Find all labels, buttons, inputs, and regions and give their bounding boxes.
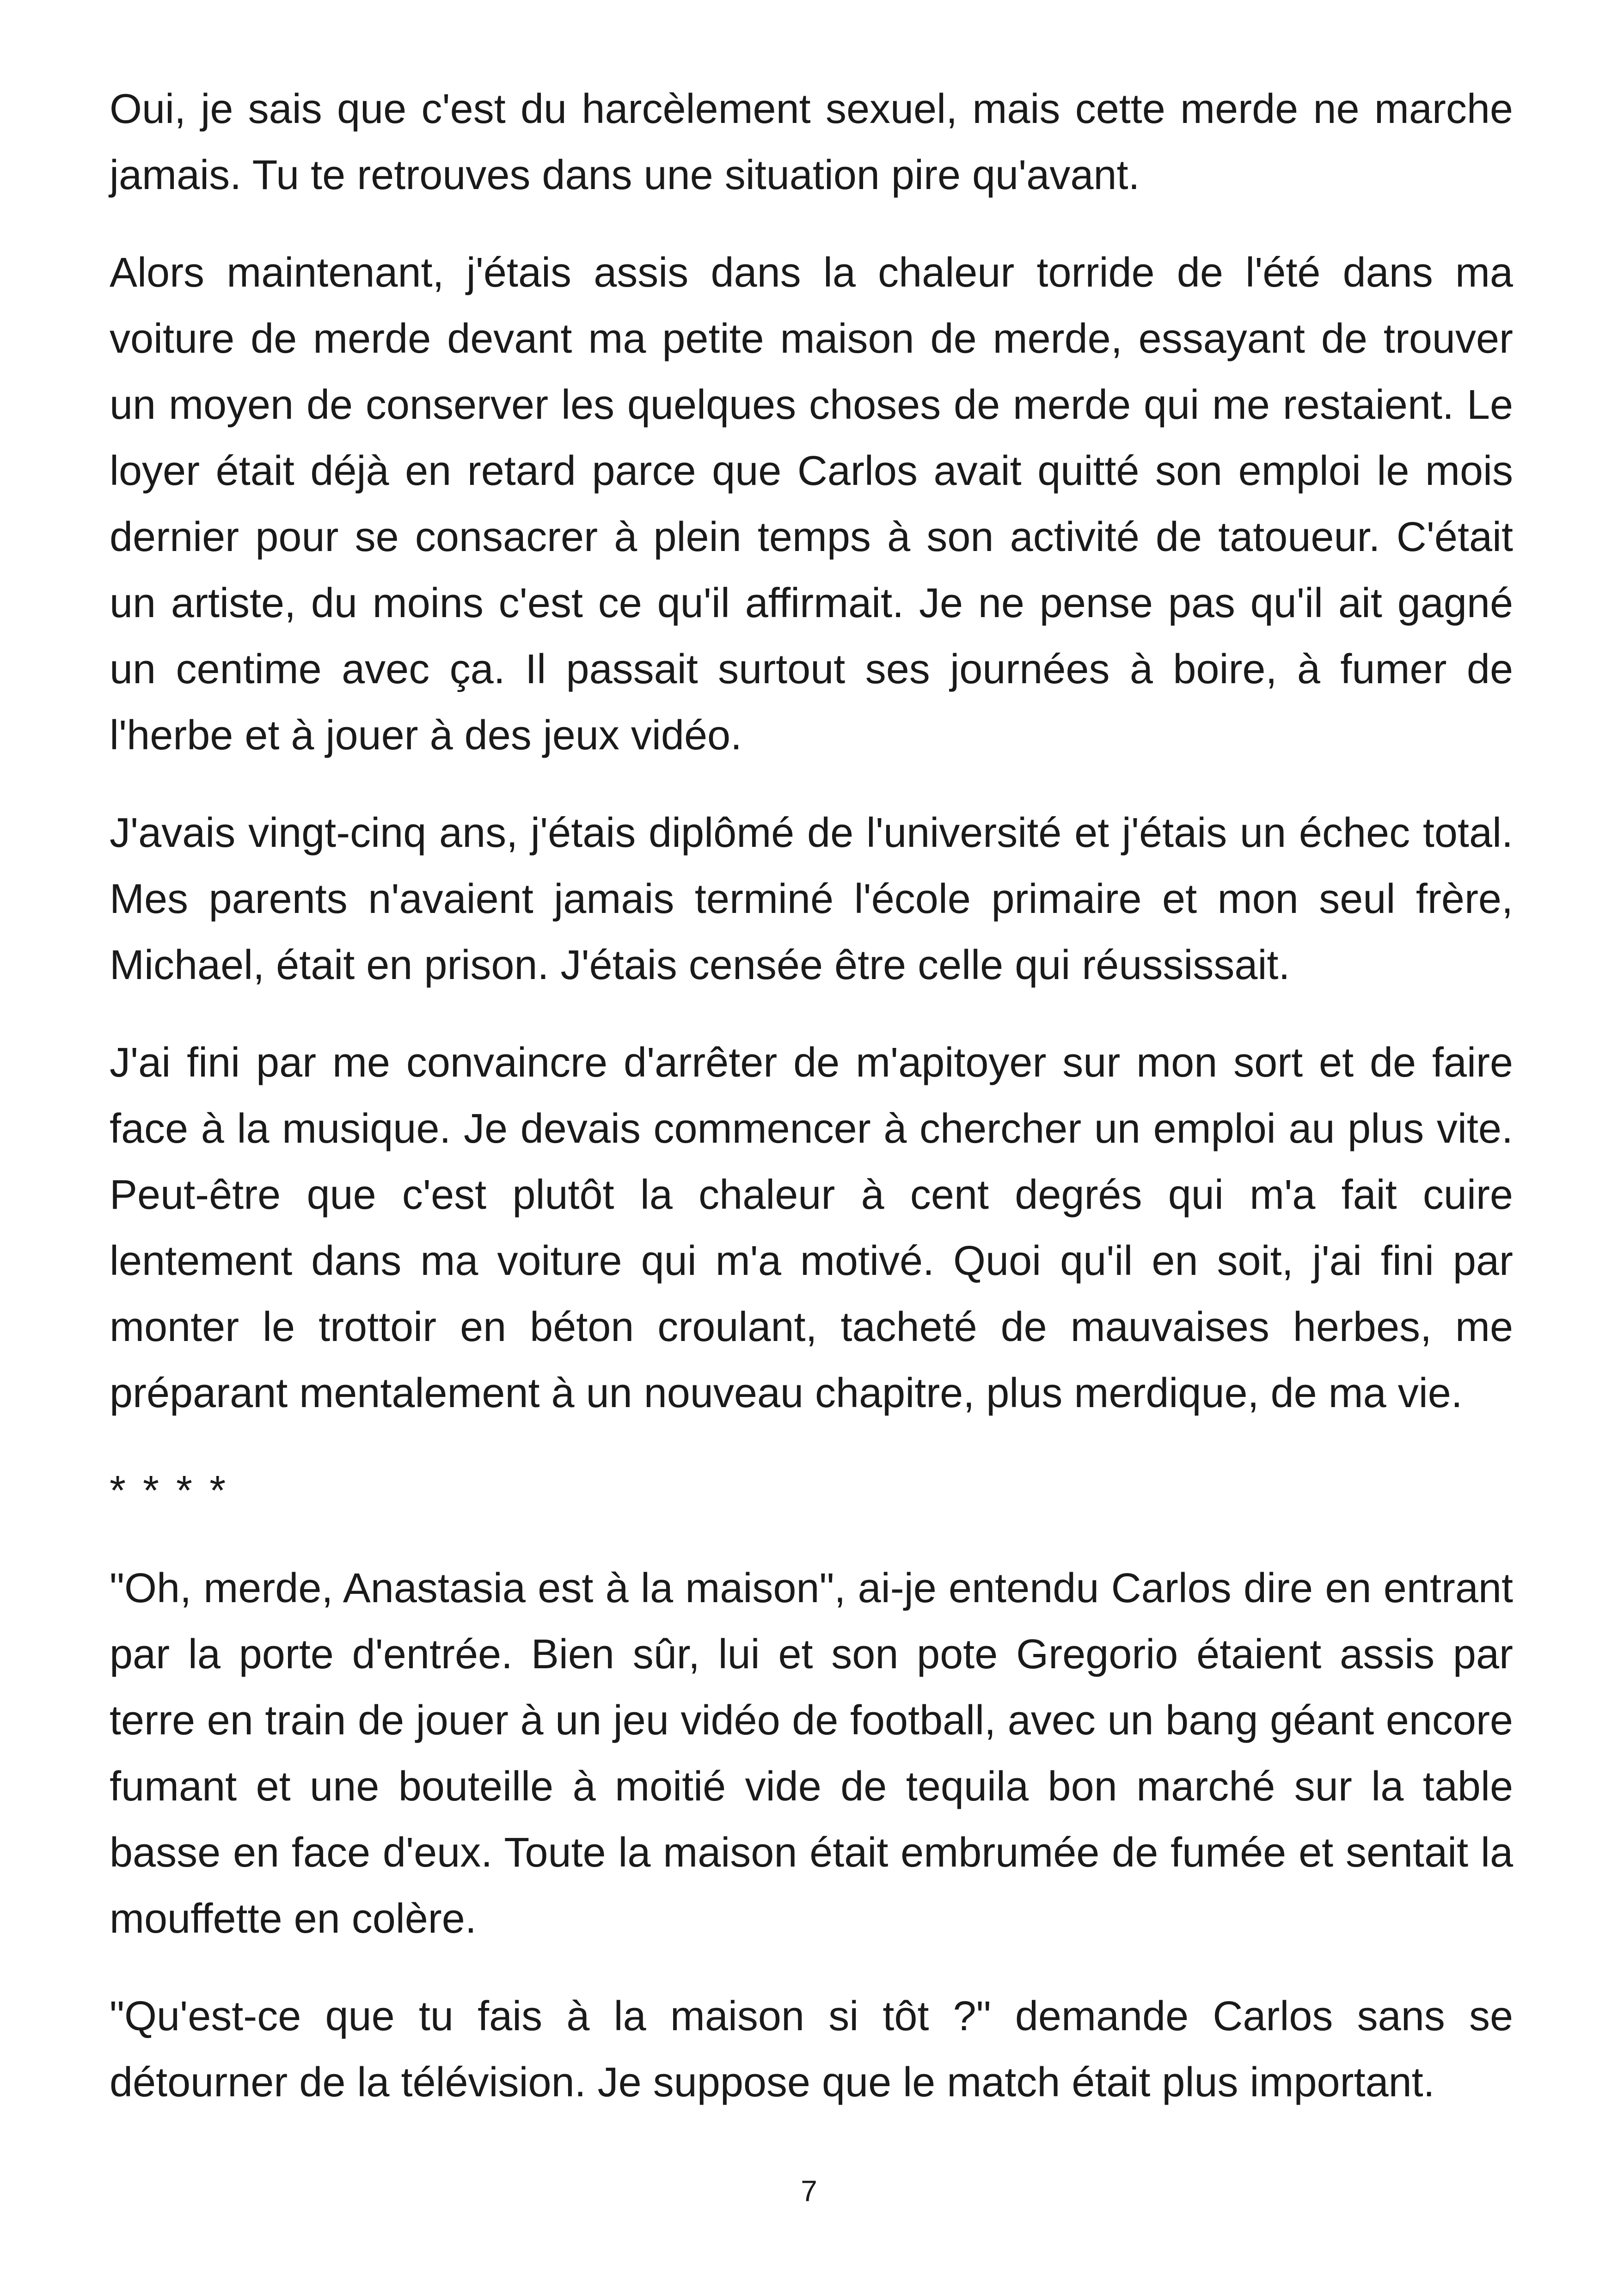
body-text <box>110 76 1513 2116</box>
paragraph-car-outside-house: Alors maintenant, j'étais assis dans la chaleur torride de l'été dans ma voiture de merde devant ma petite maison de merde, essayant de trouver un moyen de conserver les quelques choses de merde qui me restaient. Le loyer était déjà en retard parce que Carlos avait quitté son emploi le mois dernier pour se consacrer à plein temps à son activité de tatoueur. C'était un artiste, du moins c'est ce qu'il affirmait. Je ne pense pas qu'il ait gagné un centime avec ça. Il passait surtout ses journées à boire, à fumer de l'herbe et à jouer à des jeux vidéo. <box>110 250 1513 759</box>
page-number: 7 <box>801 2174 817 2208</box>
paragraph-graduate-failure: J'avais vingt-cinq ans, j'étais diplômé de l'université et j'étais un échec total. Mes parents n'avaient jamais terminé l'école primaire et mon seul frère, Michael, était en prison. J'étais censée être celle qui réussissait. <box>110 810 1513 988</box>
scene-break: * * * * <box>110 1468 229 1514</box>
paragraph-harassment: Oui, je sais que c'est du harcèlement sexuel, mais cette merde ne marche jamais. Tu te retrouves dans une situation pire qu'avant. <box>110 86 1513 198</box>
paragraph-carlos-at-home: "Oh, merde, Anastasia est à la maison", ai-je entendu Carlos dire en entrant par la porte d'entrée. Bien sûr, lui et son pote Gregorio étaient assis par terre en train de jouer à un jeu vidéo de football, avec un bang géant encore fumant et une bouteille à moitié vide de tequila bon marché sur la table basse en face d'eux. Toute la maison était embrumée de fumée et sentait la mouffette en colère. <box>110 1565 1513 1942</box>
paragraph-home-so-early: "Qu'est-ce que tu fais à la maison si tôt ?" demande Carlos sans se détourner de la télévision. Je suppose que le match était plus important. <box>110 1993 1513 2106</box>
paragraph-face-the-music: J'ai fini par me convaincre d'arrêter de m'apitoyer sur mon sort et de faire face à la musique. Je devais commencer à chercher un emploi au plus vite. Peut-être que c'est plutôt la chaleur à cent degrés qui m'a fait cuire lentement dans ma voiture qui m'a motivé. Quoi qu'il en soit, j'ai fini par monter le trottoir en béton croulant, tacheté de mauvaises herbes, me préparant mentalement à un nouveau chapitre, plus merdique, de ma vie. <box>110 1040 1513 1416</box>
